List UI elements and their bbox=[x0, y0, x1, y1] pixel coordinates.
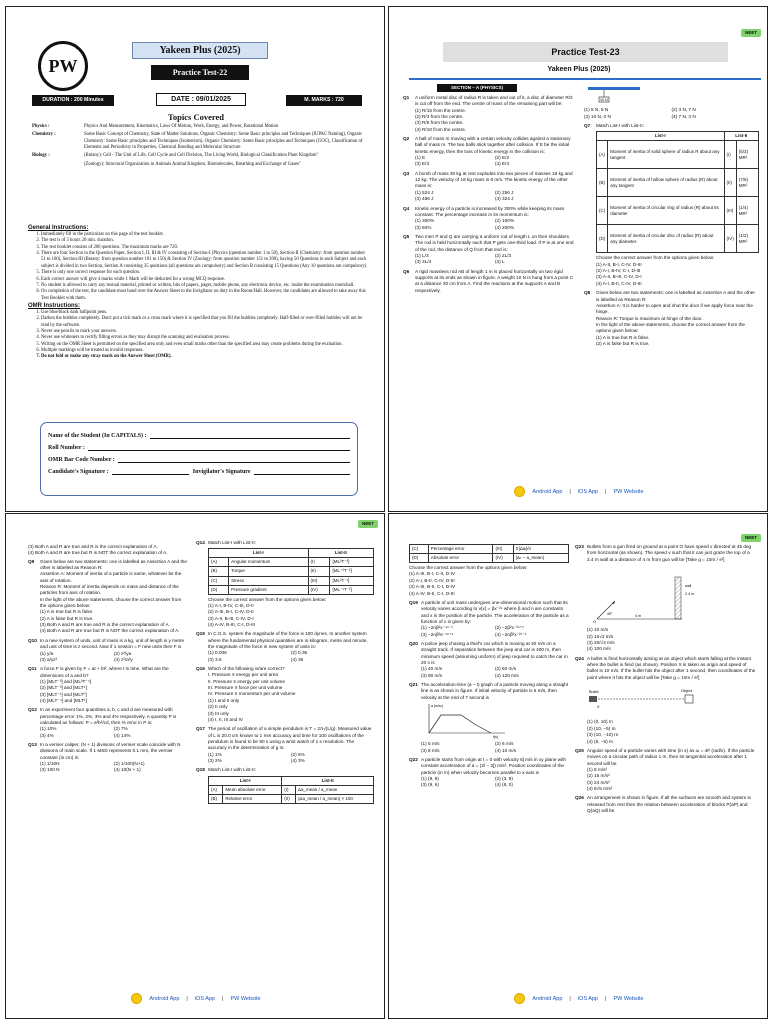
svg-text:4 m: 4 m bbox=[635, 614, 641, 619]
question: Q13 In a vernier caliper, (N + 1) divisions of vernier scale coincide with N divisions of main scale. If 1 MSD represents 0.1 mm, the vernier constant (in cm) is: (1) 1/10N (2) 1/100(N+1) (3) 100 N (4) 10(N + 1) bbox=[28, 741, 181, 773]
match-table: List-I List-II (A) Mean absolute error (I) Δa_mean / a_mean (B) Relative error (II) (Δa_mean / a_mean) × 100 bbox=[208, 776, 374, 804]
neet-badge: NEET bbox=[741, 534, 761, 542]
question: Q16 Which of the following is/are correct? I. Pressure ≡ energy per unit area II. Pressure ≡ energy per unit volume III. Pressure ≡ force per unit volume IV. Pressure ≡ momentum per unit volume (1) I and II only (2) II only (3) III only (4) I, II, III and IV bbox=[196, 666, 296, 722]
acceleration-time-graph bbox=[421, 701, 511, 739]
date-label: DATE : 09/01/2025 bbox=[156, 93, 246, 106]
object-box bbox=[685, 695, 693, 703]
match-table: List-I List-II (A) Moment of inertia of solid sphere of radius R about any tangent (I) (5/3) MR² (B) Moment of inertia of hollow sphere of radius (R) about any tangent (II) (7/5) MR² (C) Moment of inertia of circular ring of radius (R) about its diameter (III) (1/4) MR² (D) Moment of inertia of circular disc of radius (R) about any diameter. (IV) (1/2) MR² bbox=[596, 131, 759, 253]
column-left bbox=[403, 95, 575, 297]
instruction-item: 3. The test booklet consists of 200 questions. The maximum marks are 720. bbox=[41, 245, 368, 251]
ios-app-link[interactable]: iOS App bbox=[194, 995, 215, 1002]
question: Q25 Angular speed of a particle varies with time (in s) as ω = 4t² (rad/s). If the particle moves on a circular path of radius 1 m, then its tangential acceleration after 1 second will be (1) 8 m/s² (2) 16 m/s² (3) 24 m/s² (4) 8√5 m/s² bbox=[575, 747, 755, 791]
question: Q11 A force F is given by F = at + bt², where t is time. What are the dimensions of a and b? (1) [MLT⁻³] and [ML²T⁻⁴] (2) [MLT⁻³] and [MLT⁴] (3) [MLT⁻¹] and [MLT⁰] (4) [MLT⁻⁴] and [MLT¹] bbox=[28, 666, 169, 703]
test-title: Practice Test-23 bbox=[443, 42, 728, 62]
topic-row: Biology : (Botany): Cell - The Unit of Life, Cell Cycle and Cell Division, The Living World, Biological Classification Plant Kingdom" bbox=[32, 153, 319, 159]
footer-links: Android App | iOS App | PW Website bbox=[6, 993, 385, 1004]
neet-badge: NEET bbox=[741, 29, 761, 37]
page-3 bbox=[5, 513, 385, 1019]
student-details-form bbox=[40, 422, 358, 496]
gun bbox=[589, 696, 597, 702]
pw-app-icon bbox=[514, 993, 525, 1004]
pw-website-link[interactable]: PW Website bbox=[230, 995, 261, 1002]
omr-item: 7. Do not fold or make any stray mark on the Answer Sheet (OMR). bbox=[41, 354, 368, 360]
pw-app-icon bbox=[131, 993, 142, 1004]
neet-badge: NEET bbox=[358, 520, 378, 528]
question: Q22 A particle starts from origin at t = 0 with velocity 6ĵ m/s in xy plane with constant acceleration of a = (2î − 2ĵ) m/s². Position coordinates of the particle (in m) when velocity becomes parallel to x-axis is (1) (9, 9) (2) (3, 9) (3) (9, 6) (4) (6, 0) bbox=[409, 757, 566, 788]
omr-item: 4. Never use whiteners to rectify filling errors as they may disrupt the scanning and evaluation process. bbox=[41, 335, 368, 341]
signature-fields[interactable]: Candidate's Signature : Invigilator's Signature bbox=[48, 469, 350, 475]
question: Q7 Match List-I with List-II: List-I List-II (A) Moment of inertia of solid sphere of radius R about any tangent (I) (5/3) MR² (B) Moment of inertia of hollow sphere of radius (R) about any tangent (II) (7/5) MR² (C) Moment of inertia of circular ring of radius (R) about its diameter (III) (1/4) MR² (D) Moment of inertia of circular disc of radius (R) about any diameter. (IV) (1/2) MR² Choose the correct answer from the options given below: (1) A-II, B-I, C-IV, D-III (2) A-I, B-IV, C-I, D-III (3) A-II, B-III, C-IV, D-I (4) A-I, B-II, C-IV, D-III bbox=[584, 123, 759, 287]
question: Q21 The acceleration-time (a – t) graph of a particle moving along a straight line is as shown in figure. If initial velocity of particle is 5 m/s, then velocity at the end of 7 second is a (m/s²) t(s) (1) 5 m/s (2) 6 m/s (3) 8 m/s (4) 10 m/s bbox=[409, 681, 569, 753]
instruction-item: 4. There are four Section in the Question Paper, Section I, II, III & IV consisting of Section-I (Physics (question number 1 to 50), Section-II (Chemistry: from question number 51 to 100), Section-III (Botany: from question number 101 to 150) & Section IV (Zoology: from question number 151 to 200), having 50 Questions in each Subject and each subject is divided in two Section, Section A consisting 35 questions (all questions are compulsory) and Section B consisting 15 Questions (Any 10 questions are compulsory). bbox=[41, 251, 368, 270]
topic-row: Physics : Physics And Measurement, Kinematics, Laws Of Motion, Work, Energy, and Power, Rotational Motion bbox=[32, 124, 279, 129]
question: Q2 A ball of mass m moving with a certain velocity collides against a stationary ball of mass m. The two balls stick together after collision. If E be the initial kinetic energy, then the loss of kinetic energy in the collision is: (1) E (2) E/2 (3) E/3 (4) E/4 bbox=[403, 136, 571, 167]
name-field[interactable]: Name of the Student (In CAPITALS) : bbox=[48, 433, 350, 439]
footer-links: Android App | iOS App | PW Website bbox=[389, 993, 768, 1004]
instruction-item: 1. Immediately fill in the particulars on this page of the test booklet. bbox=[41, 232, 368, 238]
question: Q6 A rigid massless rod AB of length 1 m is placed horizontally on two rigid supports at its ends as shown in figure. A weight 10 N is hung from a point C at a distance 30 cm from A. Find the reactions at the supports A and B respectively. bbox=[403, 268, 574, 293]
instruction-item: 6. Each correct answer will give 4 marks while 1 Mark will be deducted for a wrong MCQ response. bbox=[41, 277, 368, 283]
page-2 bbox=[388, 6, 768, 512]
question: Q15 In C.G.S. system the magnitude of the force is 100 dynes. In another system where the fundamental physical quantities are in kilogram, metre and minute, the magnitude of the force in new system of units is: (1) 0.036 (2) 0.36 (3) 3.6 (4) 36 bbox=[196, 631, 368, 662]
ios-app-link[interactable]: iOS App bbox=[577, 995, 598, 1002]
question: Q5 Two men P and Q are carrying a uniform rod of length L on their shoulders. The rod is held horizontally such that P gets one-third load. If P is at one end of the rod, the distance of Q from that end is: (1) L/3 (2) 2L/3 (3) 3L/4 (4) L bbox=[403, 233, 574, 265]
instruction-item: 5. There is only one correct response for each question. bbox=[41, 270, 368, 276]
svg-text:Object: Object bbox=[681, 689, 692, 694]
velocity-arrow bbox=[597, 601, 615, 619]
page-1 bbox=[5, 6, 385, 512]
topics-heading: Topics Covered bbox=[168, 112, 224, 122]
question: Q12 In an experiment four quantities a, b, c and d are measured with percentage error 1%, 2%, 3% and 4% respectively. A quantity P is calculated as follows: P = a³b²/cd, then % error in P is: (1) 10% (2) 7% (3) 4% (4) 14% bbox=[28, 707, 177, 738]
rod bbox=[588, 87, 640, 90]
svg-text:45°: 45° bbox=[607, 612, 613, 617]
omr-list bbox=[28, 310, 368, 361]
question: Q23 Bullets from a gun fired on ground at a point O have speed v directed at 45 deg from horizontal (as shown). The speed v such that it can just graze the top of a 2.4 m wall at a distance of 4 m from gun will be [Take g = 10m / s²] O 45° 4 m wall 2.4 m (1) 10 m/s (2) 10√2 m/s (3) 20/√3 m/s (4) 100 m/s bbox=[575, 544, 752, 652]
general-list bbox=[28, 232, 368, 302]
svg-text:Bullet: Bullet bbox=[589, 690, 599, 695]
pw-website-link[interactable]: PW Website bbox=[613, 488, 644, 495]
t-axis-label: t(s) bbox=[493, 735, 499, 739]
omr-item: 2. Darken the bubbles completely. Don't put a tick mark or a cross mark where it is specified that you fill the bubbles completely. Half-filled or over-filled bubbles will not be read by the software. bbox=[41, 316, 368, 329]
divider bbox=[409, 78, 761, 80]
instruction-item: 2. The test is of 3 hours 20 min. duration. bbox=[41, 238, 368, 244]
omr-barcode-field[interactable]: OMR Bar Code Number : bbox=[48, 457, 350, 463]
omr-item: 1. Use blue/black dark ballpoint pens. bbox=[41, 310, 368, 316]
series-subtitle: Yakeen Plus (2025) bbox=[547, 66, 611, 73]
question: Q24 A bullet is fired horizontally aiming at an object which starts falling at the instant when the bullet is fired (as shown). Position X is taken as origin and speed of bullet is 10 m/s. If the bullet hits the object after 1 second, then coordinates of the point where it hits the object will be [Take g = 10m / s²] Bullet Object X (1) (0, 10) m (2) (10, −5) m (3) (10, −10) m (4) (5, −5) m bbox=[575, 655, 756, 744]
pw-website-link[interactable]: PW Website bbox=[613, 995, 644, 1002]
series-title: Yakeen Plus (2025) bbox=[132, 42, 268, 59]
section-label: SECTION – A (PHYSICS) bbox=[437, 84, 517, 92]
projectile-wall-figure bbox=[587, 563, 707, 625]
column-right bbox=[584, 83, 759, 350]
general-heading: General Instructions: bbox=[28, 225, 89, 231]
question: Q8 Given below are two statements: one is labelled as Assertion A and the other is labelled as Reason R: Assertion A: It is harder to open and shut the door if we apply force near the hinge. Reason R: Torque is maximum at hinge of the door. In the light of the above statements, choose the correct answer from the options given below: (1) A is true but R is false. (2) A is false but R is true. bbox=[584, 290, 755, 346]
pw-logo: PW bbox=[38, 41, 88, 91]
column-left: (3) Both A and R are true and R is the correct explanation of A. (4) Both A and R are true but R is NOT the correct explanation of A. Q9 Given below are two statements: one is labelled as Assertion A and the other is labelled as Reason R: Assertion A: Moment of inertia of a particle is same, whatever be the axis of rotation. Reason R: Moment of inertia depends on mass and distance of the particles from axis of rotation. In the light of the above statements, choose the correct answer from the options given below: (1) A is true but R is false. (2) A is false but R is true. (3) Both A and R are true and R is the correct explanation of A. (4) Both A and R are true but R is NOT the correct explanation of A. Q10 In a new system of units, unit of mass is a kg, unit of length is y metre and unit of time is z second. Now if 1 newton = F new units then F is (1) y/a (2) z²/ya (3) a/yz² (4) z²/a²y Q11 A force F is given by F = at + bt², where t is time. What are the dimensions of a and b? (1) [MLT⁻³] and [ML²T⁻⁴] (2) [MLT⁻³] and [MLT⁴] (3) [MLT⁻¹] and [MLT⁰] (4) [MLT⁻⁴] and [MLT¹] Q12 In an experiment four quantities a, b, c and d are measured with percentage error 1%, 2%, 3% and 4% respectively. A quantity P is calculated as follows: P = a³b²/cd, then % error in P is: (1) 10% (2) 7% (3) 4% (4) 14% Q13 In a vernier caliper, (N + 1) divisions of vernier scale coincide with N divisions of main scale. If 1 MSD represents 0.1 mm, the vernier constant (in cm) is: (1) 1/10N (2) 1/100(N+1) (3) 100 N (4) 10(N + 1) bbox=[28, 544, 187, 773]
omr-item: 6. Multiple markings will be treated as invalid responses. bbox=[41, 348, 368, 354]
svg-text:wall: wall bbox=[685, 584, 692, 589]
duration-label: DURATION : 200 Minutes bbox=[32, 95, 114, 106]
roll-field[interactable]: Roll Number : bbox=[48, 445, 350, 451]
svg-text:O: O bbox=[593, 619, 597, 625]
bullet-object-figure bbox=[587, 681, 707, 717]
topic-row: Chemistry : Some Basic Concept of Chemistry, State of Matter Solutions, Organic Chemistry: Some Basic principles and Techniques (IUPAC Naming), Organic Chemistry: Some Basic principles and Techniques (Isomerism), Organic Chemistry: Some Basic principles and Techniques (GOC), Classification of Elements and Periodicity in Properties, Chemical Bonding and Molecular Structure bbox=[32, 132, 363, 151]
omr-item: 5. Writing on the OMR Sheet is permitted on the specified area only and even small marks other than the specified area may create problems during the evaluation. bbox=[41, 342, 368, 348]
android-app-link[interactable]: Android App bbox=[532, 995, 563, 1002]
instruction-item: 7. No student is allowed to carry any textual material, printed or written, bits of papers, pager, mobile phone, any electronic device, etc. inside the examination room/hall. bbox=[41, 283, 368, 289]
question: Q14 Match List-I with List-II: List-I List-II (A) Angular momentum (I) [ML²T⁻²] (B) Torque (II) [ML⁻²T⁻²] (C) Stress (III) [ML²T⁻¹] (D) Pressure gradient (IV) [ML⁻¹T⁻²] Choose the correct answer from the options given below: (1) A-I, B-IV, C-III, D-II (2) A-III, B-I, C-IV, D-II (3) A-II, B-III, C-IV, D-I (4) A-IV, B-III, C-I, D-III bbox=[196, 540, 374, 628]
topics-list bbox=[32, 124, 367, 170]
question: Q10 In a new system of units, unit of mass is a kg, unit of length is y metre and unit of time is z second. Now if 1 newton = F new units then F is (1) y/a (2) z²/ya (3) a/yz² (4) z²/a²y bbox=[28, 637, 185, 662]
svg-text:X: X bbox=[597, 705, 600, 710]
svg-text:2.4 m: 2.4 m bbox=[685, 592, 694, 597]
question: Q26 An arrangement is shown in figure. If all the surfaces are smooth and system is released from rest then the relation between acceleration of blocks P(aP) and Q(aQ) will be bbox=[575, 795, 751, 813]
column-left: (C) Percentage error (III) Σ|Δaᵢ|/n (D) Absolute error (IV) |aₙ − a_mean| Choose the correct answer from the options given below: (1) A-III, B-I, C-II, D-IV (2) A-I, B-II, C-IV, D-III (3) A-III, B-II, C-I, D-IV (4) A-IV, B-II, C-I, D-III Q19 A particle of unit mass undergoes one-dimensional motion such that its velocity varies according to v(x) = βx⁻²ⁿ where β and n are constants and x is the position of the particle. The acceleration of the particle as a function of x is given by: (1) −2nβ²x⁻⁴ⁿ⁻¹ (2) −2β²x⁻²ⁿ⁺¹ (3) −2nβ²e⁻⁴ⁿ⁺¹ (4) −2nβ²x⁻²ⁿ⁻¹ Q20 A police jeep chasing a thief's car which is moving at 40 m/s on a straight track. If separation between the jeep and car is 400 m, then minimum speed (assuming uniform) of jeep required to catch the car in 20 s is (1) 40 m/s (2) 60 m/s (3) 80 m/s (4) 120 m/s Q21 The acceleration-time (a – t) graph of a particle moving along a straight line is as shown in figure. If initial velocity of particle is 5 m/s, then velocity at the end of 7 second is a (m/s²) t(s) (1) 5 m/s (2) 6 m/s (3) 8 m/s (4) 10 m/s Q22 A particle starts from origin at t = 0 with velocity 6ĵ m/s in xy plane with constant acceleration of a = (2î − 2ĵ) m/s². Position coordinates of the particle (in m) when velocity becomes parallel to x-axis is (1) (9, 9) (2) (3, 9) (3) (9, 6) (4) (6, 0) bbox=[409, 546, 569, 788]
svg-text:10 N: 10 N bbox=[600, 98, 608, 102]
test-title: Practice Test-22 bbox=[151, 65, 249, 80]
column-right bbox=[196, 540, 374, 809]
question: Q9 Given below are two statements: one is labelled as Assertion A and the other is labelled as Reason R: Assertion A: Moment of inertia of a particle is same, whatever be the axis of rotation. Reason R: Moment of inertia depends on mass and distance of the particles from axis of rotation. In the light of the above statements, choose the correct answer from the options given below: (1) A is true but R is false. (2) A is false but R is true. (3) Both A and R are true and R is the correct explanation of A. (4) Both A and R are true but R is NOT the correct explanation of A. bbox=[28, 558, 187, 634]
question: Q17 The period of oscillation of a simple pendulum is T = 2π√(L/g). Measured value of L is 20.0 cm known to 1 mm accuracy and time for 100 oscillations of the pendulum is found to be 90 s using a wrist watch of 1 s resolution. The accuracy in the determination of g is: (1) 1% (2) 5% (3) 2% (4) 3% bbox=[196, 726, 372, 763]
ios-app-link[interactable]: iOS App bbox=[577, 488, 598, 495]
column-right bbox=[575, 544, 757, 817]
question: Q4 Kinetic energy of a particle is increased by 300% while keeping its mass constant. The percentage increase in its momentum is: (1) 300% (2) 100% (3) 50% (4) 200% bbox=[403, 205, 565, 230]
question: Q19 A particle of unit mass undergoes one-dimensional motion such that its velocity varies according to v(x) = βx⁻²ⁿ where β and n are constants and x is the position of the particle. The acceleration of the particle as a function of x is given by: (1) −2nβ²x⁻⁴ⁿ⁻¹ (2) −2β²x⁻²ⁿ⁺¹ (3) −2nβ²e⁻⁴ⁿ⁺¹ (4) −2nβ²x⁻²ⁿ⁻¹ bbox=[409, 599, 569, 637]
android-app-link[interactable]: Android App bbox=[149, 995, 180, 1002]
rod-figure bbox=[584, 83, 644, 105]
match-table: (C) Percentage error (III) Σ|Δaᵢ|/n (D) Absolute error (IV) |aₙ − a_mean| bbox=[409, 544, 569, 563]
a-axis-label: a (m/s²) bbox=[431, 704, 444, 708]
omr-heading: OMR Instructions: bbox=[28, 302, 80, 309]
page-4 bbox=[388, 513, 768, 1019]
general-instructions bbox=[28, 224, 368, 361]
graph-curve bbox=[429, 715, 491, 733]
android-app-link[interactable]: Android App bbox=[532, 488, 563, 495]
wall bbox=[675, 577, 681, 619]
omr-item: 3. Never use pencils to mark your answers. bbox=[41, 329, 368, 335]
topic-row: (Zoology): Structural Organization in Animals Animal Kingdom, Biomolecules, Breathing and Exchange of Gases" bbox=[84, 161, 301, 167]
question: Q3 A bomb of mass 30 kg at rest explodes into two pieces of masses 18 kg and 12 kg. The velocity of 18 kg mass is 6 m/s. The kinetic energy of the other mass is: (1) 524 J (2) 256 J (3) 486 J (4) 324 J bbox=[403, 170, 573, 202]
question: Q1 A uniform metal disc of radius R is taken and out of it, a disc of diameter R/2 is cut off from the end. The centre of mass of the remaining part will be: (1) R/15 from the centre. (2) R/3 from the centre. (3) R/5 from the centre. (4) R/10 from the centre. bbox=[403, 95, 573, 132]
match-table: List-I List-II (A) Angular momentum (I) [ML²T⁻²] (B) Torque (II) [ML⁻²T⁻²] (C) Stress (III) [ML²T⁻¹] (D) Pressure gradient (IV) [ML⁻¹T⁻²] bbox=[208, 548, 374, 594]
q6-options: (1) 5 N, 5 N (2) 3 N, 7 N (3) 10 N, 0 N (4) 7 N, 3 N bbox=[584, 107, 696, 119]
footer-links: Android App | iOS App | PW Website bbox=[389, 486, 768, 497]
instruction-item: 8. On completion of the test, the candidate must hand over the Answer Sheet to the Invigilator on duty in the Room/Hall. However, the candidates are allowed to take away this Test Booklet with them. bbox=[41, 289, 368, 302]
question: Q20 A police jeep chasing a thief's car which is moving at 40 m/s on a straight track. If separation between the jeep and car is 400 m, then minimum speed (assuming uniform) of jeep required to catch the car in 20 s is (1) 40 m/s (2) 60 m/s (3) 80 m/s (4) 120 m/s bbox=[409, 640, 568, 678]
question: Q18 Match List-I with List-II: List-I List-II (A) Mean absolute error (I) Δa_mean / a_mean (B) Relative error (II) (Δa_mean / a_mean) × 100 bbox=[196, 767, 374, 806]
pw-app-icon bbox=[514, 486, 525, 497]
marks-label: M. MARKS : 720 bbox=[286, 95, 362, 106]
